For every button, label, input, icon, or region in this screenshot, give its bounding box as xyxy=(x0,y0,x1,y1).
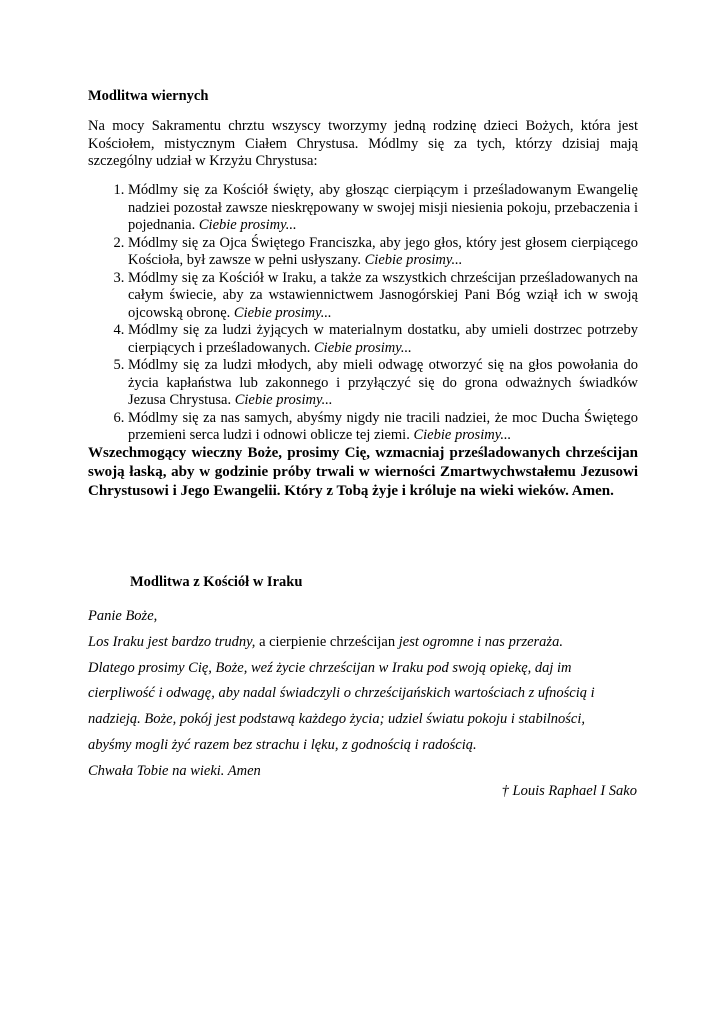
poem-line: Chwała Tobie na wieki. Amen xyxy=(88,762,261,779)
list-item: 5. Módlmy się za ludzi młodych, aby mieli odwagę otworzyć się na głos powołania do życia kapłaństwa lub zakonnego i przyłączyć się do grona odważnych świadków Jezusa Chrystusa. Ciebie prosimy... xyxy=(128,357,638,410)
signature: † Louis Raphael I Sako xyxy=(501,783,637,799)
intro-paragraph: Na mocy Sakramentu chrztu wszyscy tworzymy jedną rodzinę dzieci Bożych, która jest Kościołem, mistycznym Ciałem Chrystusa. Módlmy się za tych, którzy dzisiaj mają szczególny udział w Krzyżu Chrystusa: xyxy=(88,118,638,169)
poem-line: Panie Boże, xyxy=(88,608,158,624)
poem-line: Dlatego prosimy Cię, Boże, weź życie chrześcijan w Iraku pod swoją opiekę, daj im xyxy=(88,659,572,676)
poem-line: abyśmy mogli żyć razem bez strachu i lęku, z godnością i radością. xyxy=(88,736,477,753)
list-item: 2. Módlmy się za Ojca Świętego Franciszka, aby jego głos, który jest głosem cierpiącego Kościoła, był zawsze w pełni usłyszany. Ciebie prosimy... xyxy=(128,235,638,270)
list-item: 1. Módlmy się za Kościół święty, aby głosząc cierpiącym i prześladowanym Ewangelię nadziei pozostał zawsze nieskrępowany w swojej misji niesienia pokoju, przebaczenia i pojednania. Ciebie prosimy... xyxy=(128,182,638,235)
iraq-prayer-heading: Modlitwa z Kościół w Iraku xyxy=(130,574,303,590)
poem-line: cierpliwość i odwagę, aby nadal świadczyli o chrześcijańskich wartościach z ufnością i xyxy=(88,685,595,702)
closing-prayer: Wszechmogący wieczny Boże, prosimy Cię, wzmacniaj prześladowanych chrześcijan swoją łaską, aby w godzinie próby trwali w wierności Zmartwychwstałemu Jezusowi Chrystusowi i Jego Ewangelii. Który z Tobą żyje i króluje na wieki wieków. Amen. xyxy=(88,445,638,499)
petitions-list xyxy=(88,182,638,445)
poem-line: Los Iraku jest bardzo trudny, a cierpienie chrześcijan jest ogromne i nas przeraża. xyxy=(88,633,563,650)
list-item: 4. Módlmy się za ludzi żyjących w materialnym dostatku, aby umieli dostrzec potrzeby cierpiących i prześladowanych. Ciebie prosimy... xyxy=(128,322,638,357)
iraq-prayer-text xyxy=(88,604,648,785)
list-item: 3. Módlmy się za Kościół w Iraku, a także za wszystkich chrześcijan prześladowanych na całym świecie, aby za wstawiennictwem Jasnogórskiej Pani Bóg wziął ich w swoją ojcowską obronę. Ciebie prosimy... xyxy=(128,270,638,323)
list-item: 6. Módlmy się za nas samych, abyśmy nigdy nie tracili nadziei, że moc Ducha Świętego przemieni serca ludzi i odnowi oblicze tej ziemi. Ciebie prosimy... xyxy=(128,410,638,445)
prayer-heading: Modlitwa wiernych xyxy=(88,88,209,104)
poem-line: nadzieją. Boże, pokój jest podstawą każdego życia; udziel światu pokoju i stabilności, xyxy=(88,711,585,728)
